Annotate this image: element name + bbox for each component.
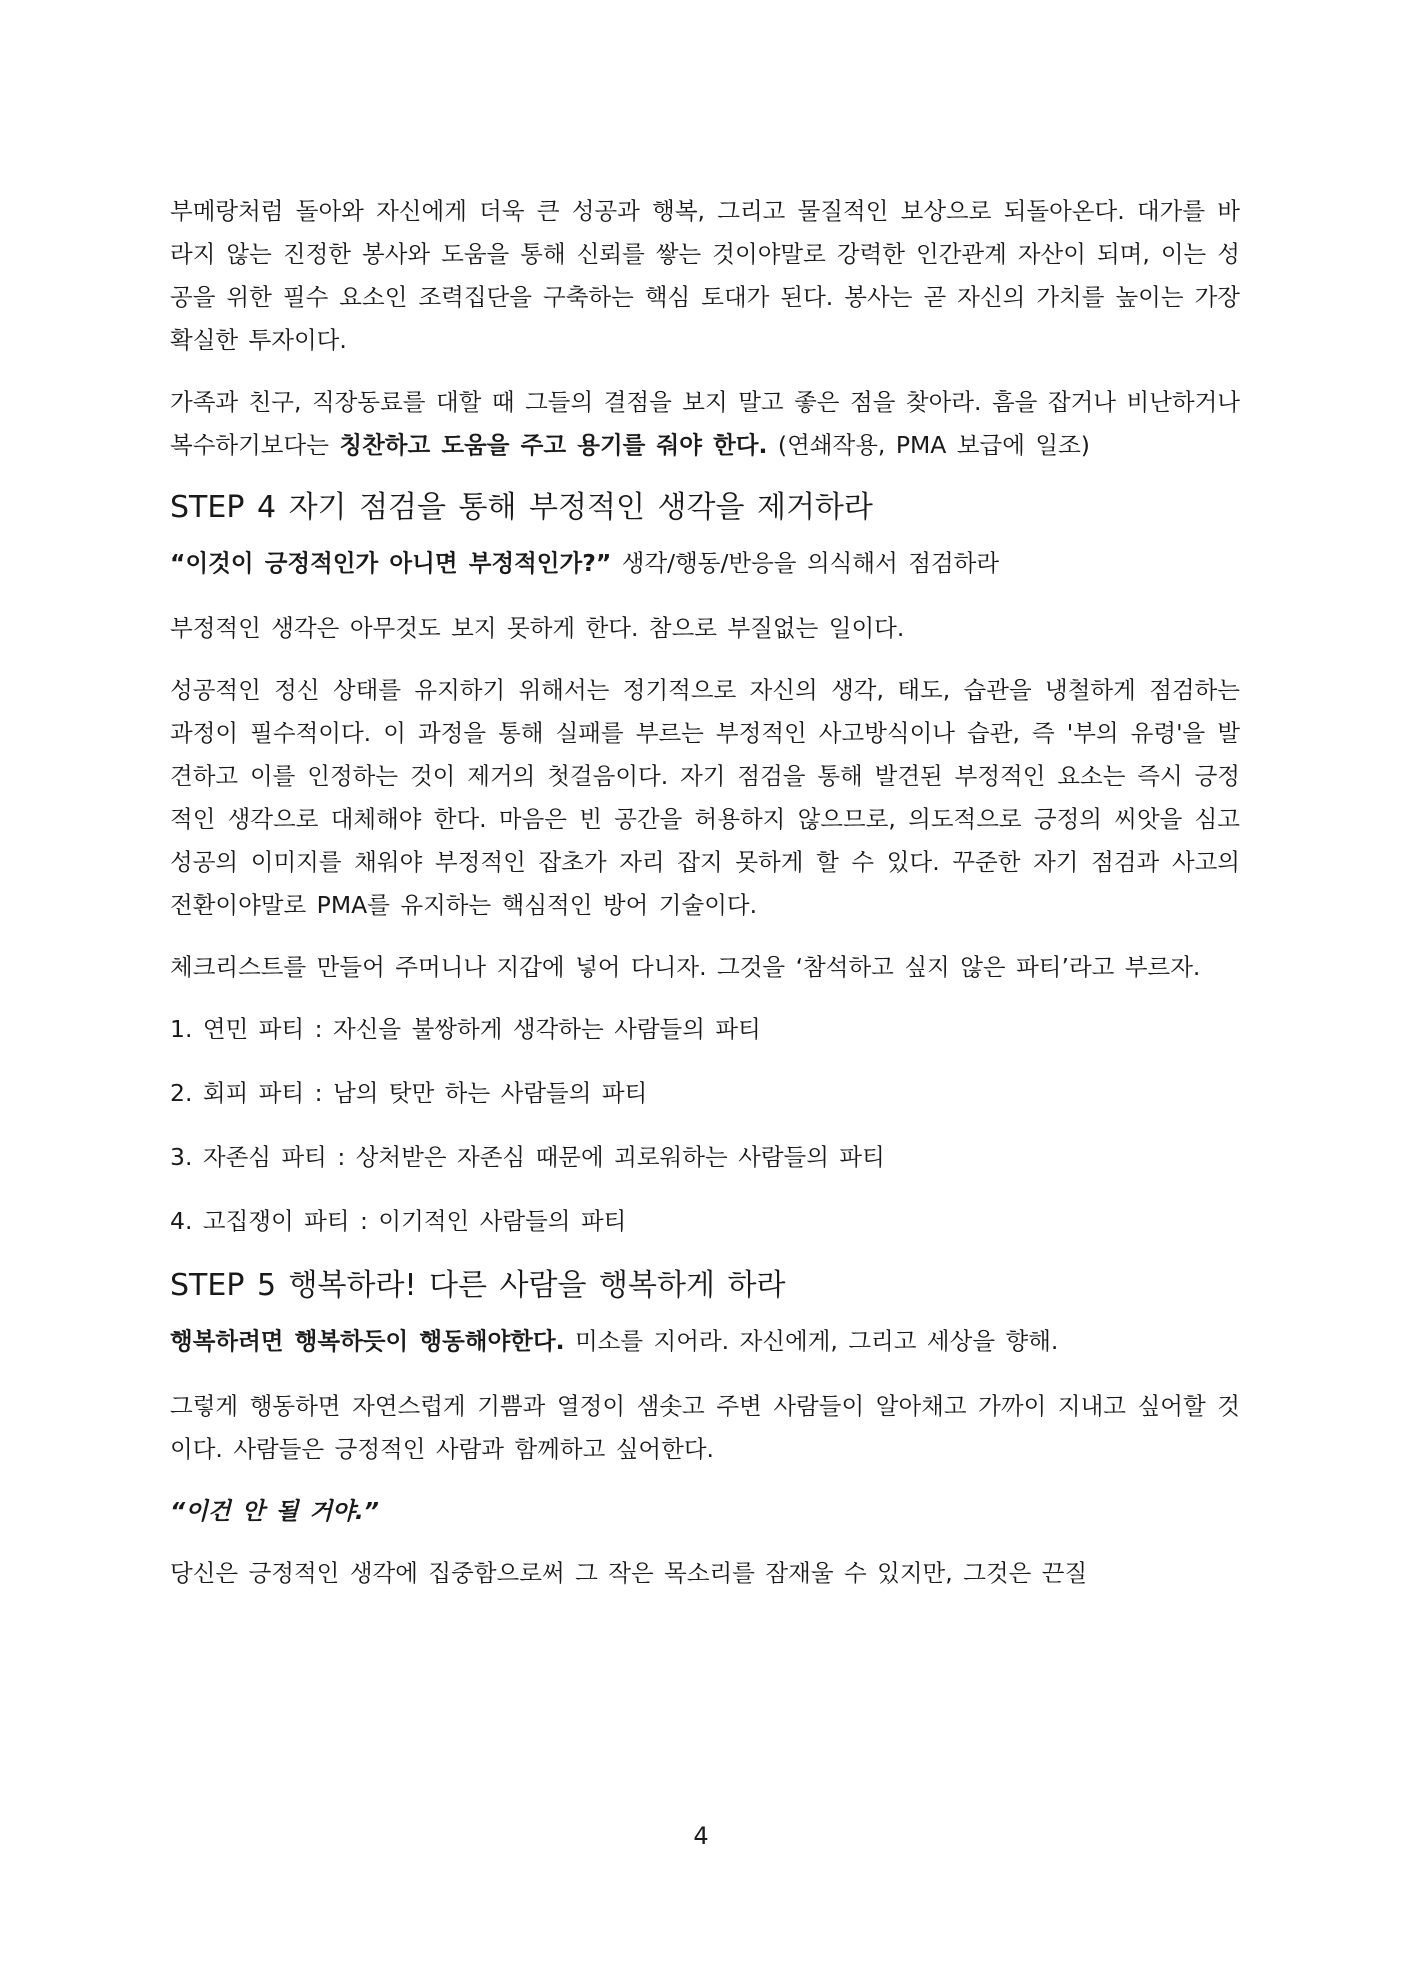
list-item: 4. 고집쟁이 파티 : 이기적인 사람들의 파티 <box>170 1207 627 1235</box>
step4-paragraph-3: 체크리스트를 만들어 주머니나 지갑에 넣어 다니자. 그것을 ‘참석하고 싶지 않은 파티’라고 부르자. <box>170 953 1201 981</box>
step5-quote <box>170 1490 1240 1533</box>
step5-paragraph-2: 당신은 긍정적인 생각에 집중함으로써 그 작은 목소리를 잠재울 수 있지만, 그것은 끈질 <box>170 1559 1088 1587</box>
step5-quote-text: “이건 안 될 거야.” <box>170 1497 379 1525</box>
step4-paragraph-2: 성공적인 정신 상태를 유지하기 위해서는 정기적으로 자신의 생각, 태도, 습관을 냉철하게 점검하는 과정이 필수적이다. 이 과정을 통해 실패를 부르는 부정적인 사고방식이나 습관, 즉 '부의 유령'을 발견하고 이를 인정하는 것이 제거의 첫걸음이다. 자기 점검을 통해 발견된 부정적인 요소는 즉시 긍정적인 생각으로 대체해야 한다. 마음은 빈 공간을 허용하지 않으므로, 의도적으로 긍정의 씨앗을 심고 성공의 이미지를 채워야 부정적인 잡초가 자리 잡지 못하게 할 수 있다. 꾸준한 자기 점검과 사고의 전환이야말로 PMA를 유지하는 핵심적인 방어 기술이다. <box>170 676 1240 919</box>
intro-paragraph-2-note: (연쇄작용, PMA 보급에 일조) <box>767 431 1090 459</box>
intro-paragraph-2-text: 가족과 친구, 직장동료를 대할 때 그들의 결점을 보지 말고 좋은 점을 찾아라. 흠을 잡거나 비난하거나 복수하기보다는 <box>170 388 1240 459</box>
list-item: 3. 자존심 파티 : 상처받은 자존심 때문에 괴로워하는 사람들의 파티 <box>170 1143 885 1171</box>
page-number: 4 <box>693 1822 709 1850</box>
step5-paragraph-1: 그렇게 행동하면 자연스럽게 기쁨과 열정이 샘솟고 주변 사람들이 알아채고 가까이 지내고 싶어할 것이다. 사람들은 긍정적인 사람과 함께하고 싶어한다. <box>170 1392 1240 1463</box>
step5-line-1-emphasis: 행복하려면 행복하듯이 행동해야한다. <box>170 1327 565 1355</box>
step4-question <box>170 542 1240 585</box>
step5-line-1 <box>170 1320 1240 1363</box>
step4-question-quote: “이것이 긍정적인가 아니면 부정적인가?” <box>170 549 612 577</box>
step4-paragraph-1: 부정적인 생각은 아무것도 보지 못하게 한다. 참으로 부질없는 일이다. <box>170 614 905 642</box>
intro-paragraph-2-emphasis: 칭찬하고 도움을 주고 용기를 줘야 한다. <box>339 431 768 459</box>
step5-line-1-text: 미소를 지어라. 자신에게, 그리고 세상을 향해. <box>564 1327 1059 1355</box>
step4-heading: STEP 4 자기 점검을 통해 부정적인 생각을 제거하라 <box>170 490 873 525</box>
list-item: 1. 연민 파티 : 자신을 불쌍하게 생각하는 사람들의 파티 <box>170 1015 761 1043</box>
step4-question-text: 생각/행동/반응을 의식해서 점검하라 <box>611 549 1000 577</box>
step5-heading: STEP 5 행복하라! 다른 사람을 행복하게 하라 <box>170 1268 786 1303</box>
document-body <box>170 190 1240 1614</box>
list-item: 2. 회피 파티 : 남의 탓만 하는 사람들의 파티 <box>170 1079 648 1107</box>
intro-paragraph-2 <box>170 381 1240 467</box>
intro-paragraph-1: 부메랑처럼 돌아와 자신에게 더욱 큰 성공과 행복, 그리고 물질적인 보상으로 되돌아온다. 대가를 바라지 않는 진정한 봉사와 도움을 통해 신뢰를 쌓는 것이야말로 강력한 인간관계 자산이 되며, 이는 성공을 위한 필수 요소인 조력집단을 구축하는 핵심 토대가 된다. 봉사는 곧 자신의 가치를 높이는 가장 확실한 투자이다. <box>170 197 1240 354</box>
